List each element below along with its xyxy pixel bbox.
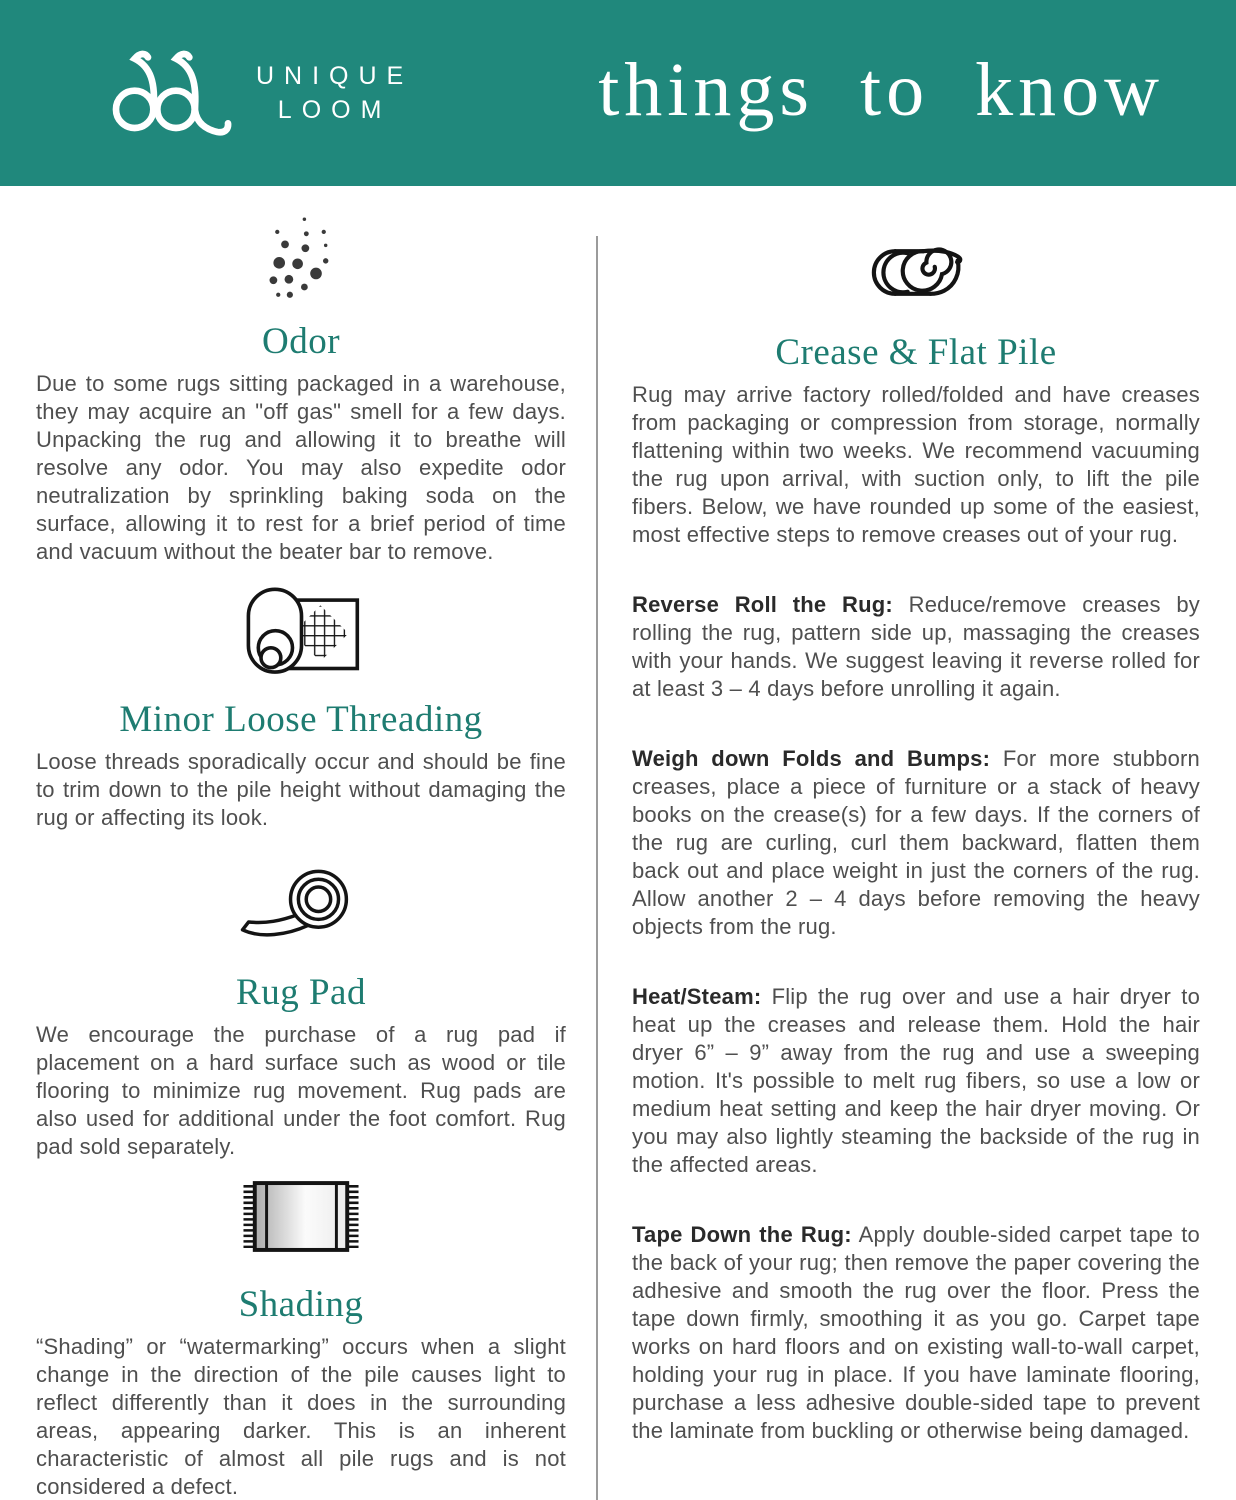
header-banner [0,0,1236,186]
brand [108,37,413,149]
section-crease-flat-pile [632,246,1200,549]
section-rug-pad [36,860,566,1161]
left-column [36,210,566,1500]
section-loose-threading [36,582,566,832]
section-heading-loose-threading: Minor Loose Threading [119,699,483,740]
brand-name [256,59,413,127]
tip-tape-down-text: Apply double-sided carpet tape to the back of your rug; then remove the paper covering the adhesive and smooth the rug over the floor. Press the tape down firmly, smoothing it as you go. Carpet tape works on hard floors and on existing wall-to-wall carpet, holding your rug in place. If you have laminate flooring, purchase a less adhesive double-sided tape to prevent the laminate from buckling or otherwise being damaged. [632,1222,1200,1443]
section-body-odor: Due to some rugs sitting packaged in a warehouse, they may acquire an "off gas" smell for a few days. Unpacking the rug and allowing it to breathe will resolve any odor. You may also expedite odor neutralization by sprinkling baking soda on the surface, allowing it to rest for a brief period of time and vacuum without the beater bar to remove. [36,371,566,564]
tip-reverse-roll-label: Reverse Roll the Rug: [632,592,893,617]
page-title: things to know [598,48,1164,132]
tip-tape-down-label: Tape Down the Rug: [632,1222,852,1247]
content [0,186,1236,1500]
tip-weigh-down-label: Weigh down Folds and Bumps: [632,746,991,771]
rug-pad-roll-icon [36,860,566,961]
tip-heat-steam-text: Flip the rug over and use a hair dryer to heat up the creases and release them. Hold the hair dryer 6” – 9” away from the rug and use a sweeping motion. It's possible to melt rug fibers, so use a low or medium heat setting and keep the hair dryer moving. Or you may also lightly steaming the backside of the rug in the affected areas. [632,984,1201,1177]
right-column [632,210,1200,1500]
section-body-rug-pad: We encourage the purchase of a rug pad if placement on a hard surface such as wood or tile flooring to minimize rug movement. Rug pads are also used for additional under the foot comfort. Rug pad sold separately. [36,1022,566,1159]
tip-weigh-down [632,745,1200,941]
tip-heat-steam [632,983,1200,1179]
tip-reverse-roll-text: Reduce/remove creases by rolling the rug, pattern side up, massaging the creases with your hands. We suggest leaving it reverse rolled for at least 3 – 4 days before unrolling it again. [632,592,1201,701]
tip-tape-down [632,1221,1200,1445]
section-heading-shading: Shading [238,1284,364,1325]
column-divider [596,236,598,1500]
section-shading [36,1179,566,1500]
section-heading-rug-pad: Rug Pad [236,972,366,1013]
tip-reverse-roll [632,591,1200,703]
brand-line-2: LOOM [277,96,392,124]
section-body-shading: “Shading” or “watermarking” occurs when a slight change in the direction of the pile causes light to reflect differently than it does in the surrounding areas, appearing darker. This is an inherent characteristic of almost all pile rugs and is not considered a defect. [36,1334,566,1499]
unique-loom-dd-logo-icon [108,37,238,149]
tip-heat-steam-label: Heat/Steam: [632,984,762,1009]
section-heading-odor: Odor [261,321,341,362]
odor-particles-icon [36,210,566,310]
section-body-loose-threading: Loose threads sporadically occur and should be fine to trim down to the pile height without damaging the rug or affecting its look. [36,749,566,830]
tip-weigh-down-text: For more stubborn creases, place a piece of furniture or a stack of heavy books on the crease(s) for a few days. If the corners of the rug are curling, curl them backward, flatten them back out and place weight in just the corners of the rug. Allow another 2 – 4 days before removing the heavy objects from the rug. [632,746,1200,939]
section-body-crease: Rug may arrive factory rolled/folded and have creases from packaging or compression from storage, normally flattening within two weeks. We recommend vacuuming the rug upon arrival, with suction only, to lift the pile fibers. Below, we have rounded up some of the easiest, most effective steps to remove creases out of your rug. [632,382,1200,547]
partially-unrolled-rug-icon [36,582,566,688]
brand-line-1: UNIQUE [256,62,414,90]
section-heading-crease: Crease & Flat Pile [775,332,1057,373]
fringed-rug-icon [36,1179,566,1259]
rolled-rug-side-icon [632,246,1200,303]
section-odor [36,210,566,566]
